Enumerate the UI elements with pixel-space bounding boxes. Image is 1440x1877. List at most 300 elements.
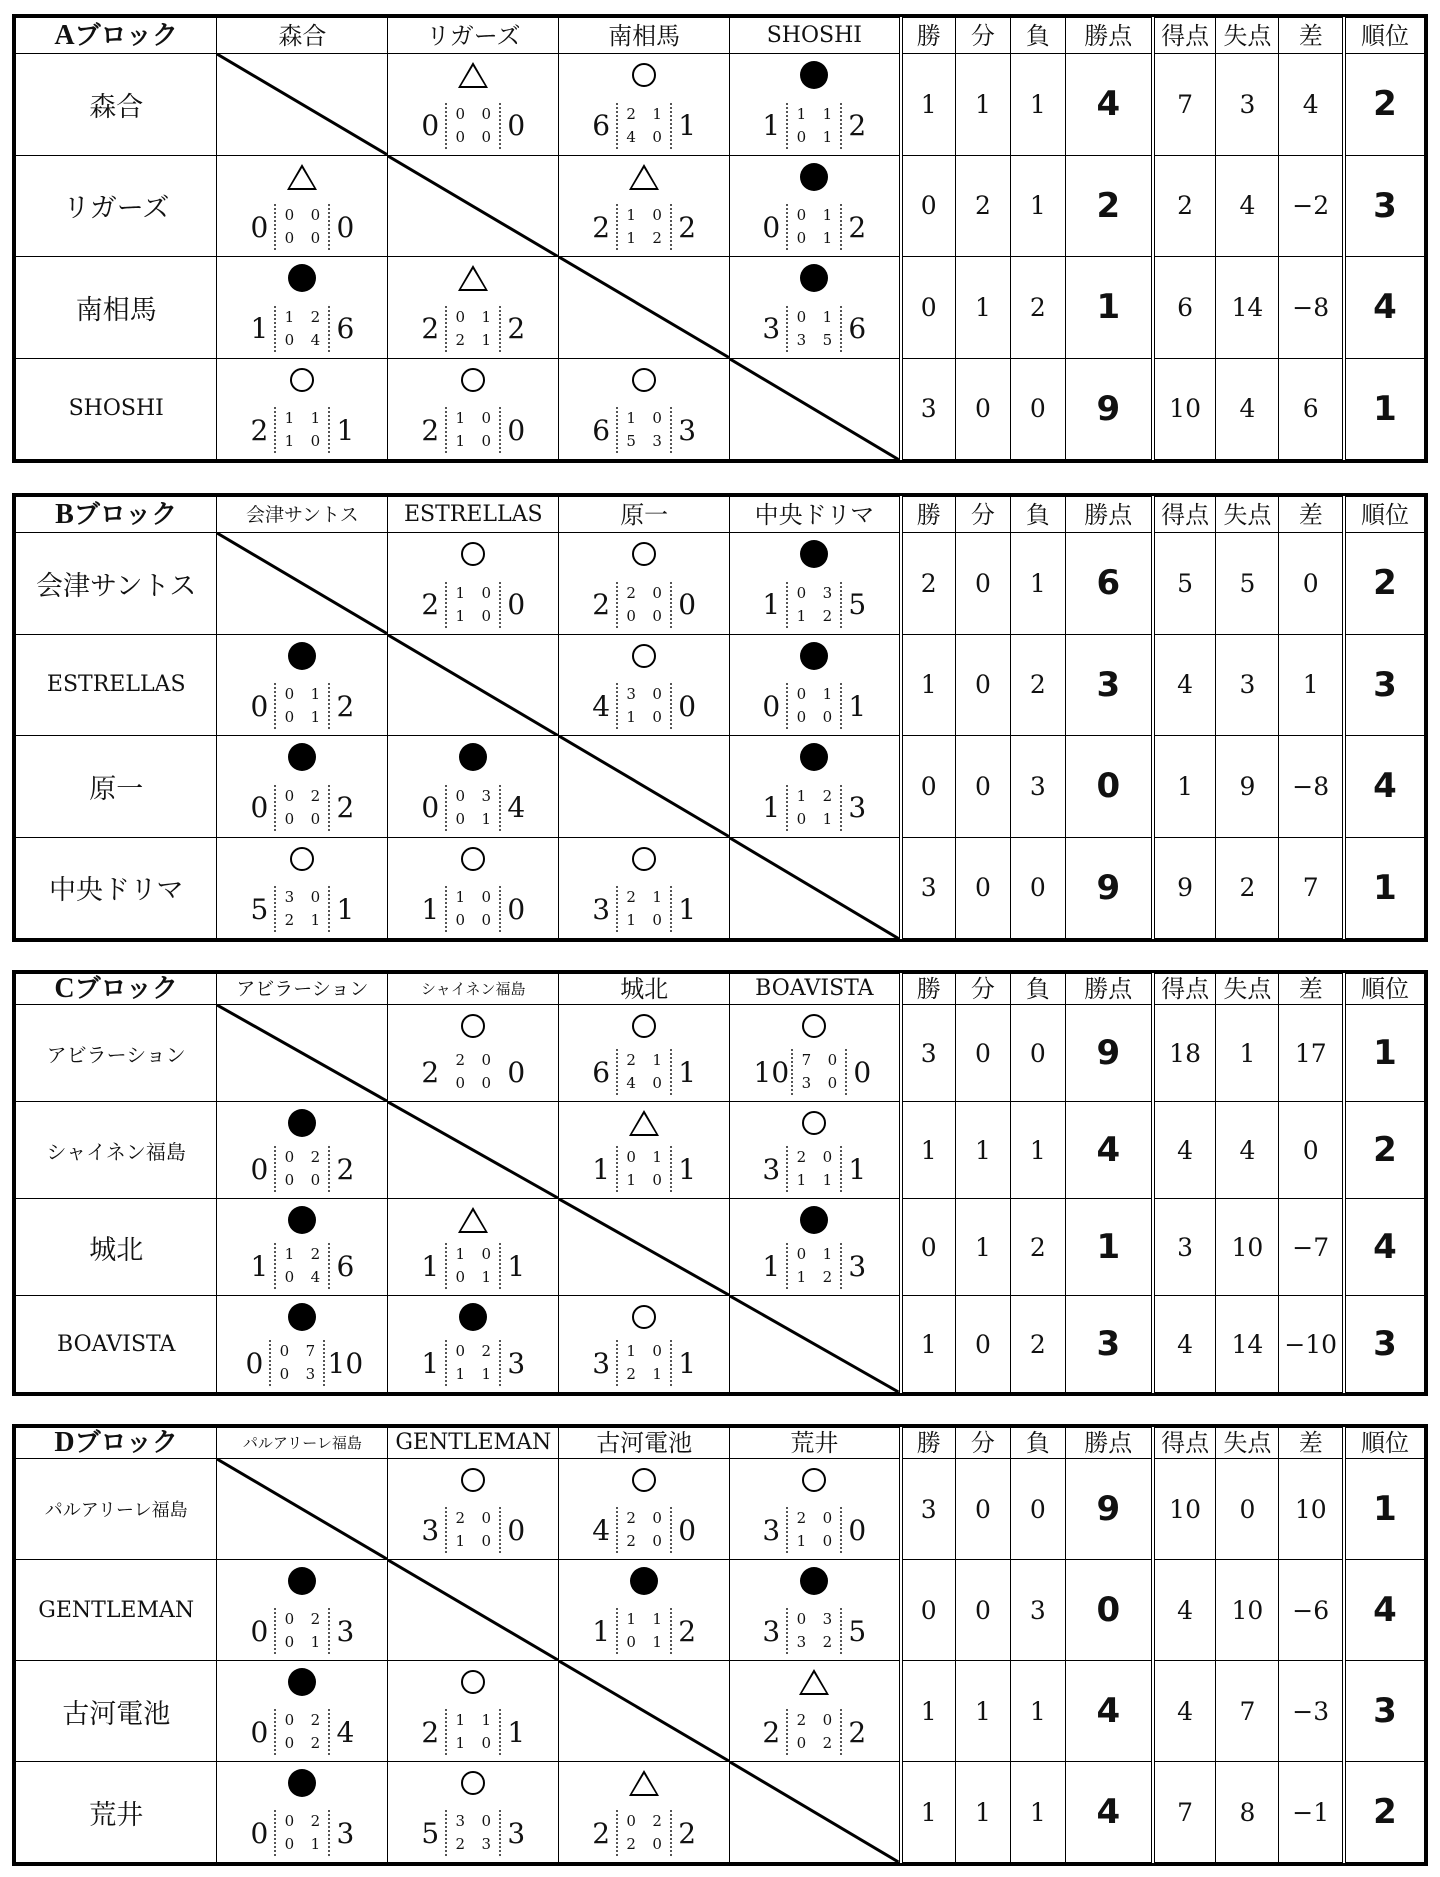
win-circle-icon (461, 368, 485, 392)
match-result-cell (217, 837, 388, 939)
score-line (730, 1608, 898, 1654)
header-team-name: 森合 (217, 18, 388, 54)
stat-diff: 17 (1279, 1005, 1344, 1102)
stat-points: 4 (1065, 1762, 1152, 1863)
stat-points: 9 (1065, 1459, 1152, 1560)
half-score: 2 (626, 1532, 636, 1550)
stat-ga: 5 (1216, 533, 1279, 635)
goals-for: 2 (421, 413, 440, 447)
loss-dot-icon (800, 1206, 828, 1234)
half-score: 2 (652, 1812, 662, 1830)
win-circle-icon (802, 1111, 826, 1135)
half-score: 0 (284, 685, 295, 703)
loss-dot-icon (800, 61, 828, 89)
goals-for: 4 (592, 689, 611, 723)
score-line (730, 204, 898, 250)
half-score: 1 (455, 583, 466, 602)
half-scores (274, 785, 330, 831)
score-line (388, 306, 558, 352)
league-block (12, 493, 1428, 942)
half-score: 0 (626, 1633, 636, 1651)
half-score: 2 (455, 330, 466, 349)
stat-ga: 3 (1216, 634, 1279, 736)
diagonal-line (730, 1762, 898, 1862)
header-draw: 分 (955, 18, 1010, 54)
table-row (16, 1005, 1425, 1102)
half-score: 1 (822, 1171, 833, 1189)
half-scores (445, 103, 501, 149)
diagonal-line (559, 257, 729, 358)
loss-dot-icon (800, 1567, 828, 1595)
win-circle-icon (632, 1014, 656, 1038)
half-scores (616, 1049, 672, 1095)
match-result-cell (388, 736, 559, 838)
row-team-name: 南相馬 (16, 257, 217, 359)
score-line (388, 1243, 558, 1289)
block-suffix: ブロック (74, 974, 179, 1004)
goals-against: 0 (678, 588, 697, 621)
half-score: 0 (481, 1245, 492, 1263)
stat-win: 0 (901, 155, 956, 257)
goals-for: 0 (762, 689, 781, 723)
half-score: 0 (284, 809, 295, 828)
match-result-cell (217, 1661, 388, 1762)
stat-gf: 5 (1153, 533, 1216, 635)
win-circle-icon (461, 847, 485, 871)
half-score: 1 (455, 888, 466, 906)
self-match-cell (559, 1199, 730, 1296)
goals-against: 3 (336, 1614, 355, 1648)
header-rank: 順位 (1344, 18, 1424, 54)
half-score: 0 (455, 307, 466, 326)
stat-gf: 4 (1153, 1661, 1216, 1762)
header-draw: 分 (955, 497, 1010, 533)
win-circle-icon (461, 1670, 485, 1694)
half-score: 2 (626, 104, 636, 123)
half-score: 1 (626, 1610, 636, 1628)
half-score: 1 (822, 809, 833, 828)
match-result-cell (217, 1560, 388, 1661)
half-scores (616, 1608, 672, 1654)
half-score: 3 (481, 786, 492, 805)
header-diff: 差 (1279, 974, 1344, 1005)
half-scores (274, 1810, 330, 1856)
half-scores (274, 407, 330, 453)
self-match-cell (730, 358, 901, 460)
loss-dot-icon (630, 1567, 658, 1595)
win-circle-icon (632, 1468, 656, 1492)
header-team-name: 古河電池 (559, 1428, 730, 1459)
half-score: 0 (284, 1268, 295, 1286)
stat-win: 0 (901, 1199, 956, 1296)
goals-against: 1 (507, 1715, 526, 1749)
header-win: 勝 (901, 18, 956, 54)
half-score: 1 (652, 888, 662, 906)
match-result-cell (217, 257, 388, 359)
half-score: 0 (827, 1051, 838, 1069)
half-scores (616, 683, 672, 729)
self-match-cell (388, 1560, 559, 1661)
goals-for: 0 (245, 1346, 264, 1380)
half-score: 1 (284, 307, 295, 326)
half-score: 0 (284, 1835, 295, 1853)
goals-for: 0 (762, 210, 781, 244)
score-line (388, 1709, 558, 1755)
half-scores (616, 1810, 672, 1856)
block-letter: B (55, 498, 74, 530)
stat-rank: 4 (1344, 257, 1424, 359)
half-score: 1 (481, 330, 492, 349)
stat-draw: 2 (955, 155, 1010, 257)
half-score: 1 (481, 1268, 492, 1286)
stat-draw: 1 (955, 1661, 1010, 1762)
match-result-cell (217, 155, 388, 257)
goals-against: 2 (848, 109, 867, 142)
stat-diff: −8 (1279, 736, 1344, 838)
half-score: 1 (652, 1148, 662, 1166)
match-result-cell (730, 634, 901, 736)
stat-win: 3 (901, 837, 956, 939)
header-team-name: 原一 (559, 497, 730, 533)
half-score: 0 (284, 1633, 295, 1651)
half-score: 1 (626, 409, 636, 427)
goals-against: 3 (507, 1816, 526, 1850)
table-row (16, 54, 1425, 156)
half-score: 1 (822, 685, 833, 703)
goals-for: 0 (250, 210, 269, 244)
goals-for: 2 (421, 588, 440, 621)
goals-for: 2 (592, 210, 611, 244)
half-score: 1 (822, 206, 833, 224)
score-line (217, 683, 387, 729)
half-score: 3 (481, 1835, 492, 1853)
half-score: 1 (822, 229, 833, 247)
goals-for: 2 (421, 1715, 440, 1749)
draw-triangle-icon (458, 62, 488, 88)
half-score: 0 (310, 888, 321, 906)
score-line (217, 1709, 387, 1755)
half-score: 1 (310, 685, 321, 703)
block-letter: A (54, 19, 75, 51)
half-score: 3 (305, 1365, 316, 1383)
diagonal-line (730, 1296, 898, 1392)
goals-for: 1 (762, 109, 781, 142)
stat-diff: −8 (1279, 257, 1344, 359)
stat-win: 0 (901, 736, 956, 838)
header-team-name: シャイネン福島 (388, 974, 559, 1005)
stat-loss: 1 (1010, 533, 1065, 635)
stat-diff: −6 (1279, 1560, 1344, 1661)
goals-against: 2 (336, 1152, 355, 1186)
match-result-cell (730, 1560, 901, 1661)
header-team-name: GENTLEMAN (388, 1428, 559, 1459)
stat-win: 2 (901, 533, 956, 635)
stat-loss: 0 (1010, 358, 1065, 460)
goals-for: 2 (592, 588, 611, 621)
half-scores (791, 1049, 847, 1095)
half-score: 0 (822, 708, 833, 726)
row-team-name: 荒井 (16, 1762, 217, 1863)
loss-dot-icon (288, 1668, 316, 1696)
stat-diff: 1 (1279, 634, 1344, 736)
half-score: 0 (455, 1074, 466, 1092)
draw-triangle-icon (287, 164, 317, 190)
half-scores (616, 1340, 672, 1386)
header-team-name: パルアリーレ福島 (217, 1428, 388, 1459)
header-points: 勝点 (1065, 1428, 1152, 1459)
match-result-cell (559, 358, 730, 460)
header-gf: 得点 (1153, 497, 1216, 533)
stat-gf: 7 (1153, 1762, 1216, 1863)
goals-for: 3 (592, 1346, 611, 1380)
header-loss: 負 (1010, 974, 1065, 1005)
half-score: 0 (455, 127, 466, 146)
half-score: 2 (822, 1633, 833, 1651)
self-match-cell (217, 54, 388, 156)
goals-for: 1 (592, 1152, 611, 1186)
half-score: 2 (652, 229, 662, 247)
half-score: 0 (822, 1532, 833, 1550)
half-score: 0 (626, 1148, 636, 1166)
score-line (217, 785, 387, 831)
header-rank: 順位 (1344, 974, 1424, 1005)
stat-diff: −3 (1279, 1661, 1344, 1762)
half-score: 0 (796, 1245, 807, 1263)
score-line (388, 886, 558, 932)
score-line (388, 1810, 558, 1856)
score-line (388, 407, 558, 453)
goals-for: 3 (592, 892, 611, 926)
half-score: 0 (455, 911, 466, 929)
block-title (16, 1428, 217, 1459)
stat-draw: 0 (955, 1459, 1010, 1560)
stat-ga: 4 (1216, 155, 1279, 257)
stat-win: 1 (901, 1102, 956, 1199)
half-scores (274, 886, 330, 932)
match-result-cell (388, 533, 559, 635)
half-score: 2 (626, 583, 636, 602)
match-result-cell (559, 1005, 730, 1102)
stat-gf: 3 (1153, 1199, 1216, 1296)
goals-against: 1 (678, 1346, 697, 1380)
stat-ga: 7 (1216, 1661, 1279, 1762)
half-score: 0 (652, 911, 662, 929)
half-score: 0 (796, 685, 807, 703)
header-points: 勝点 (1065, 497, 1152, 533)
header-row (16, 497, 1425, 533)
score-line (388, 1340, 558, 1386)
half-score: 0 (796, 229, 807, 247)
diagonal-line (217, 1005, 387, 1101)
half-score: 1 (284, 409, 295, 427)
half-score: 0 (481, 432, 492, 450)
row-team-name: ESTRELLAS (16, 634, 217, 736)
score-line (559, 582, 729, 628)
half-score: 0 (796, 1610, 807, 1628)
goals-for: 2 (421, 312, 440, 345)
half-score: 0 (310, 1171, 321, 1189)
half-score: 0 (652, 708, 662, 726)
match-result-cell (559, 533, 730, 635)
win-circle-icon (461, 1468, 485, 1492)
header-team-name: SHOSHI (730, 18, 901, 54)
half-score: 3 (626, 685, 636, 703)
half-scores (786, 1507, 842, 1553)
match-result-cell (388, 1296, 559, 1393)
half-score: 0 (310, 432, 321, 450)
stat-gf: 4 (1153, 1102, 1216, 1199)
score-line (388, 785, 558, 831)
goals-against: 0 (678, 1513, 697, 1547)
half-score: 0 (284, 206, 295, 224)
half-score: 2 (481, 1342, 492, 1360)
half-score: 7 (801, 1051, 812, 1069)
match-result-cell (730, 54, 901, 156)
stat-points: 2 (1065, 155, 1152, 257)
match-result-cell (217, 634, 388, 736)
stat-diff: −2 (1279, 155, 1344, 257)
header-gf: 得点 (1153, 974, 1216, 1005)
stat-rank: 3 (1344, 1661, 1424, 1762)
half-score: 0 (481, 1532, 492, 1550)
half-scores (616, 1507, 672, 1553)
goals-for: 1 (592, 1614, 611, 1648)
stat-loss: 1 (1010, 1102, 1065, 1199)
half-score: 0 (455, 104, 466, 123)
header-diff: 差 (1279, 1428, 1344, 1459)
half-score: 1 (455, 1245, 466, 1263)
goals-against: 4 (336, 1715, 355, 1749)
table-row (16, 1661, 1425, 1762)
half-score: 2 (455, 1051, 466, 1069)
score-line (730, 1243, 898, 1289)
half-score: 2 (796, 1711, 807, 1729)
block-title (16, 18, 217, 54)
half-score: 2 (796, 1509, 807, 1527)
goals-against: 0 (507, 1055, 526, 1089)
stat-gf: 7 (1153, 54, 1216, 156)
diagonal-line (388, 1560, 558, 1660)
goals-against: 4 (507, 791, 526, 824)
match-result-cell (730, 1005, 901, 1102)
match-result-cell (730, 1661, 901, 1762)
half-scores (786, 683, 842, 729)
goals-for: 6 (592, 1055, 611, 1089)
header-team-name: 会津サントス (217, 497, 388, 533)
block-title (16, 497, 217, 533)
goals-against: 0 (507, 109, 526, 142)
half-score: 0 (796, 307, 807, 326)
stat-ga: 9 (1216, 736, 1279, 838)
table-row (16, 837, 1425, 939)
score-line (559, 1810, 729, 1856)
match-result-cell (388, 1199, 559, 1296)
score-line (388, 582, 558, 628)
loss-dot-icon (288, 1303, 316, 1331)
draw-triangle-icon (629, 1110, 659, 1136)
half-score: 3 (822, 1610, 833, 1628)
match-result-cell (730, 1459, 901, 1560)
half-scores (616, 204, 672, 250)
match-result-cell (730, 257, 901, 359)
stat-draw: 0 (955, 533, 1010, 635)
win-circle-icon (632, 542, 656, 566)
header-row (16, 1428, 1425, 1459)
half-score: 0 (796, 1734, 807, 1752)
stat-diff: 0 (1279, 533, 1344, 635)
half-score: 1 (652, 1051, 662, 1069)
stat-win: 1 (901, 54, 956, 156)
goals-against: 3 (336, 1816, 355, 1850)
goals-for: 0 (421, 109, 440, 142)
header-points: 勝点 (1065, 974, 1152, 1005)
stat-rank: 4 (1344, 1560, 1424, 1661)
diagonal-line (217, 533, 387, 634)
self-match-cell (217, 1005, 388, 1102)
table-row (16, 1560, 1425, 1661)
stat-points: 4 (1065, 54, 1152, 156)
table-row (16, 1296, 1425, 1393)
half-scores (445, 582, 501, 628)
stat-ga: 1 (1216, 1005, 1279, 1102)
goals-against: 0 (848, 1513, 867, 1547)
goals-for: 5 (250, 892, 269, 926)
half-score: 1 (796, 786, 807, 805)
half-score: 1 (626, 911, 636, 929)
half-score: 0 (626, 606, 636, 625)
goals-against: 1 (678, 109, 697, 142)
self-match-cell (559, 736, 730, 838)
table-row (16, 736, 1425, 838)
match-result-cell (217, 1102, 388, 1199)
half-score: 5 (822, 330, 833, 349)
stat-loss: 2 (1010, 1199, 1065, 1296)
half-score: 1 (652, 1365, 662, 1383)
header-team-name: BOAVISTA (730, 974, 901, 1005)
goals-for: 0 (250, 791, 269, 824)
goals-against: 1 (678, 1055, 697, 1089)
stat-loss: 0 (1010, 837, 1065, 939)
half-score: 2 (626, 888, 636, 906)
match-result-cell (730, 533, 901, 635)
half-score: 0 (284, 708, 295, 726)
half-score: 1 (652, 1610, 662, 1628)
stat-gf: 10 (1153, 358, 1216, 460)
half-scores (445, 1709, 501, 1755)
header-loss: 負 (1010, 18, 1065, 54)
half-score: 0 (481, 911, 492, 929)
loss-dot-icon (288, 1567, 316, 1595)
win-circle-icon (632, 847, 656, 871)
half-score: 1 (455, 432, 466, 450)
match-result-cell (730, 736, 901, 838)
half-scores (786, 306, 842, 352)
stat-win: 1 (901, 1296, 956, 1393)
half-score: 0 (822, 1148, 833, 1166)
stat-ga: 14 (1216, 257, 1279, 359)
score-line (217, 886, 387, 932)
goals-for: 1 (421, 1346, 440, 1380)
row-team-name: SHOSHI (16, 358, 217, 460)
half-score: 1 (652, 1633, 662, 1651)
half-score: 0 (652, 1835, 662, 1853)
self-match-cell (388, 634, 559, 736)
goals-for: 0 (250, 1614, 269, 1648)
stat-points: 9 (1065, 1005, 1152, 1102)
stat-rank: 1 (1344, 1459, 1424, 1560)
goals-for: 2 (250, 413, 269, 447)
half-score: 0 (279, 1365, 290, 1383)
